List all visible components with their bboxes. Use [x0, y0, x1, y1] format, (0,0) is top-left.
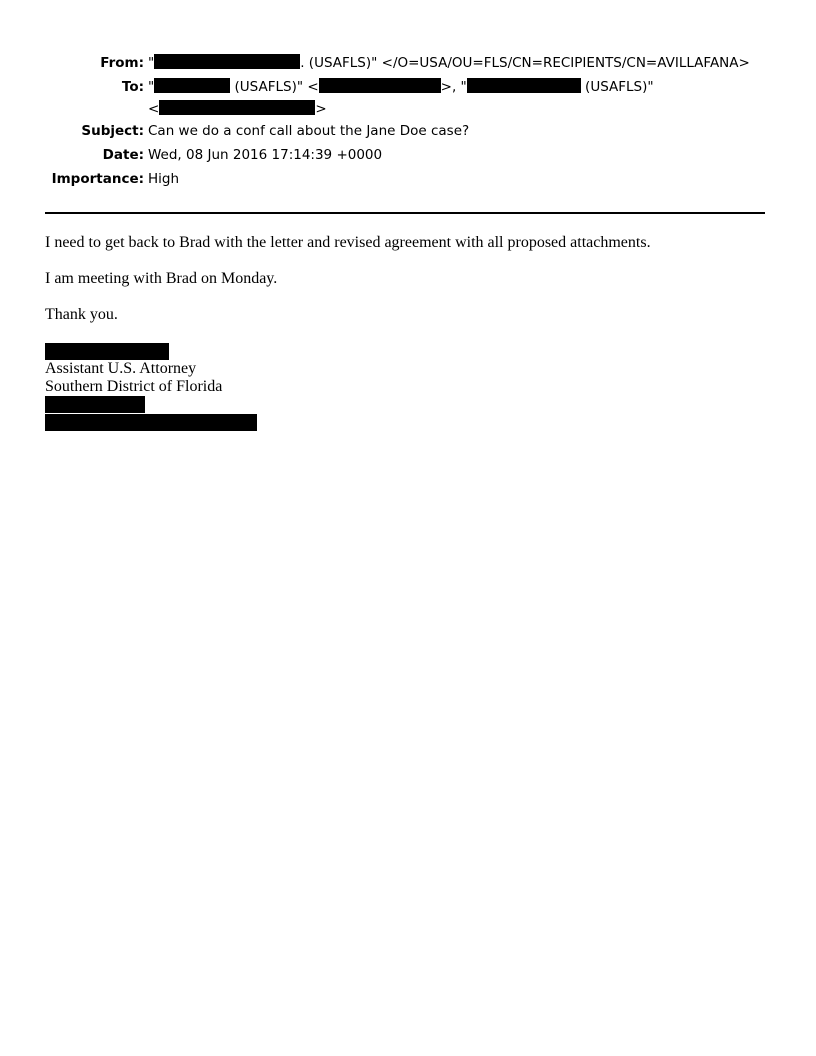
to-part-3: >, " [440, 79, 467, 95]
to-value [148, 76, 654, 98]
from-rest: . (USAFLS)" </O=USA/OU=FLS/CN=RECIPIENTS/CN=AVILLAFANA> [300, 55, 750, 71]
redaction-bar [159, 100, 315, 115]
to-part-4: (USAFLS)" [580, 79, 654, 95]
date-row [0, 144, 816, 168]
signature-office: Southern District of Florida [45, 378, 223, 395]
body-paragraph: I am meeting with Brad on Monday. [45, 270, 278, 287]
to-row [0, 76, 816, 120]
redaction-bar [45, 396, 145, 413]
signature-block [45, 343, 257, 431]
redaction-bar [154, 78, 230, 93]
from-value [148, 52, 750, 74]
redaction-bar [154, 54, 300, 69]
redaction-bar [319, 78, 441, 93]
email-header [0, 52, 816, 192]
subject-row [0, 120, 816, 144]
to-part-2: (USAFLS)" < [230, 79, 319, 95]
body-paragraph: Thank you. [45, 306, 118, 323]
body-paragraph: I need to get back to Brad with the letter and revised agreement with all proposed attachments. [45, 234, 651, 251]
redaction-bar [45, 414, 257, 431]
to-value-line-2 [148, 98, 327, 120]
from-open-quote: " [148, 55, 155, 71]
to-label: To: [121, 79, 144, 95]
email-body [45, 234, 765, 342]
subject-label: Subject: [81, 123, 144, 139]
importance-row [0, 168, 816, 192]
to-part-1: " [148, 79, 155, 95]
importance-value: High [148, 171, 180, 187]
redaction-bar [45, 343, 169, 360]
to-line2-open: < [148, 101, 160, 117]
redaction-bar [467, 78, 581, 93]
from-label: From: [100, 55, 144, 71]
signature-title: Assistant U.S. Attorney [45, 360, 197, 377]
date-label: Date: [102, 147, 144, 163]
importance-label: Importance: [51, 171, 144, 187]
date-value: Wed, 08 Jun 2016 17:14:39 +0000 [148, 147, 383, 163]
to-line2-close: > [315, 101, 327, 117]
header-divider [45, 212, 765, 214]
from-row [0, 52, 816, 76]
subject-value: Can we do a conf call about the Jane Doe case? [148, 123, 470, 139]
